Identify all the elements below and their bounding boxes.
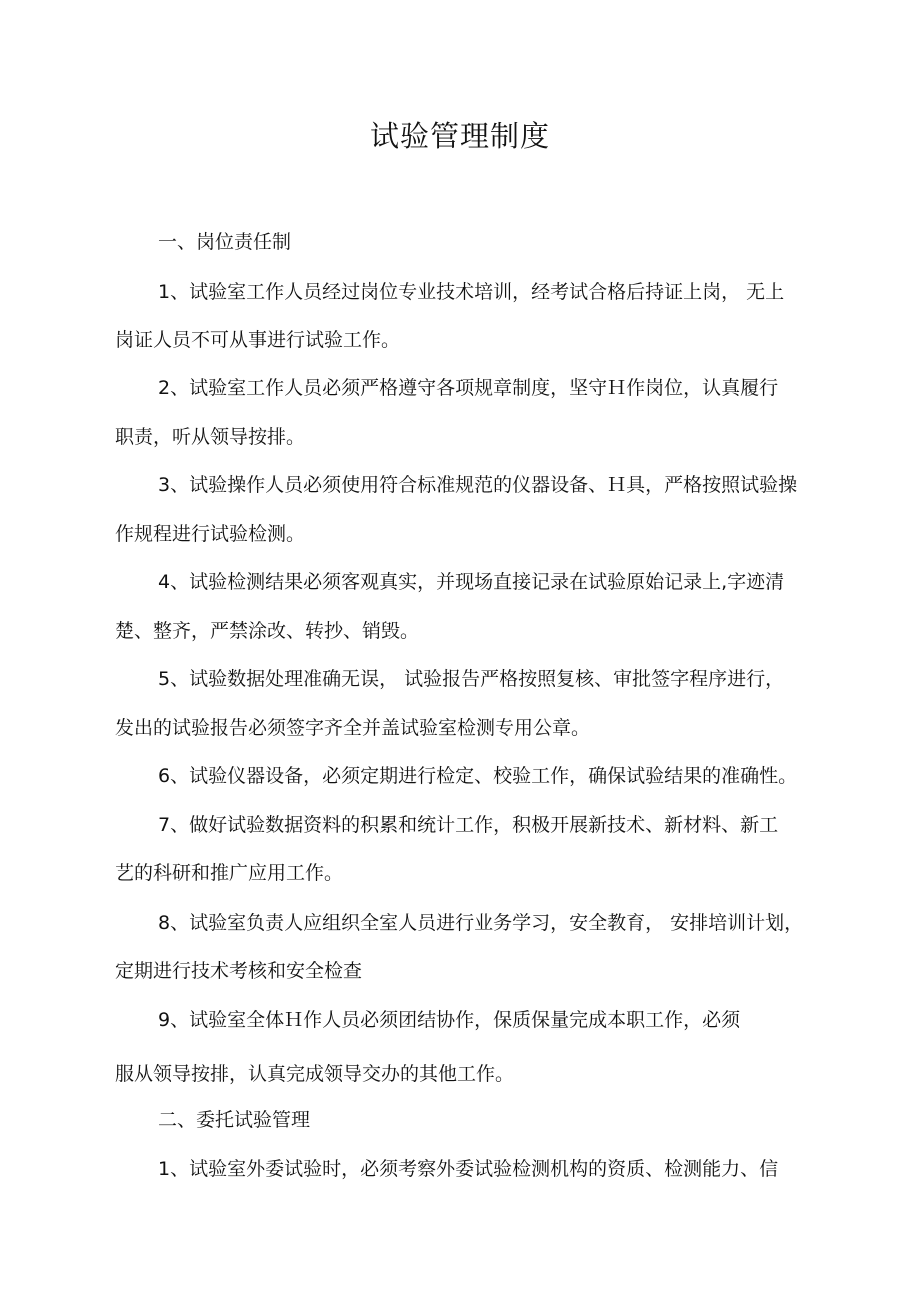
section-heading-1: 一、岗位责任制: [158, 231, 292, 253]
item-8-line-2: 定期进行技术考核和安全检查: [115, 960, 363, 982]
section-2-item-1-line-1: 1、试验室外委试验时，必须考察外委试验检测机构的资质、检测能力、信: [158, 1158, 779, 1180]
item-1-line-2: 岗证人员不可从事进行试验工作。: [115, 329, 401, 351]
item-2-line-1: 2、试验室工作人员必须严格遵守各项规章制度，坚守Ｈ作岗位，认真履行: [158, 377, 779, 399]
item-4-line-1: 4、试验检测结果必须客观真实，并现场直接记录在试验原始记录上,字迹清: [158, 571, 785, 593]
item-2-line-2: 职责，听从领导按排。: [115, 426, 306, 448]
item-9-line-1: 9、试验室全体Ｈ作人员必须团结协作，保质保量完成本职工作，必须: [158, 1009, 741, 1031]
item-4-line-2: 楚、整齐，严禁涂改、转抄、销毁。: [115, 620, 420, 642]
item-3-line-2: 作规程进行试验检测。: [115, 523, 306, 545]
item-3-line-1: 3、试验操作人员必须使用符合标准规范的仪器设备、Ｈ具，严格按照试验操: [158, 474, 798, 496]
item-5-line-2: 发出的试验报告必须签字齐全并盖试验室检测专用公章。: [115, 717, 591, 739]
item-9-line-2: 服从领导按排，认真完成领导交办的其他工作。: [115, 1063, 515, 1085]
section-heading-2: 二、委托试验管理: [158, 1109, 311, 1131]
item-7-line-2: 艺的科研和推广应用工作。: [115, 862, 344, 884]
item-5-line-1: 5、试验数据处理准确无误， 试验报告严格按照复核、审批签字程序进行，: [158, 668, 785, 690]
item-8-line-1: 8、试验室负责人应组织全室人员进行业务学习，安全教育， 安排培训计划，: [158, 912, 804, 934]
item-1-line-1: 1、试验室工作人员经过岗位专业技术培训，经考试合格后持证上岗， 无上: [158, 281, 785, 303]
item-7-line-1: 7、做好试验数据资料的积累和统计工作，积极开展新技术、新材料、新工: [158, 814, 779, 836]
document-title: 试验管理制度: [369, 119, 550, 153]
item-6-line-1: 6、试验仪器设备，必须定期进行检定、校验工作，确保试验结果的准确性。: [158, 765, 798, 787]
